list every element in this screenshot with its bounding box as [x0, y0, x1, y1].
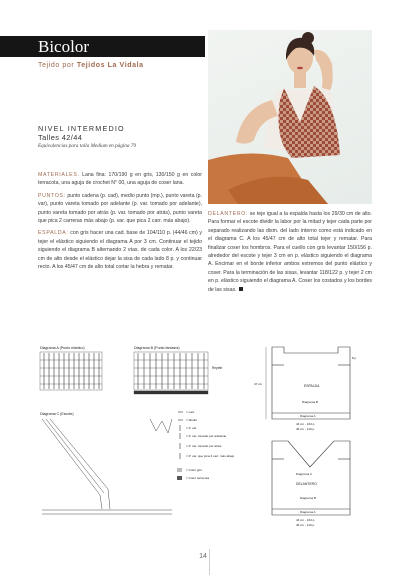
legend [186, 410, 234, 480]
page-number: 14 [199, 553, 207, 560]
photo-illustration [208, 30, 372, 204]
diagrams-svg [38, 343, 372, 533]
materials-paragraph [38, 171, 202, 188]
schematic-back-armhole: 8 p. [352, 356, 358, 360]
diagram-a-title: Diagrama A (Punto elástico) [40, 346, 85, 350]
sizes: Talles 42/44 [38, 133, 83, 142]
front-heading: DELANTERO: [208, 211, 249, 217]
schematic-front [272, 441, 350, 515]
legend-item: = Color terracota [186, 476, 210, 480]
legend-symbols [177, 412, 183, 480]
diagram-a [40, 352, 102, 390]
equivalences-note: Equivalencias para talla Medium en página 79 [38, 143, 136, 149]
legend-item: = P. var. tomado por adelante [186, 434, 227, 438]
page-title: Bicolor [38, 37, 89, 56]
legend-item: = Medio [186, 418, 198, 422]
schematic-front-width: 46 cm - 110 p. [296, 523, 315, 527]
difficulty-level: NIVEL INTERMEDIO [38, 124, 125, 133]
byline-prefix: Tejido por [38, 62, 75, 69]
materials-heading: MATERIALES. [38, 172, 80, 178]
schematic-front-label: DELANTERO [296, 482, 317, 486]
byline [38, 62, 144, 69]
instructions-column-right [208, 210, 372, 294]
schematic-front-part-b: Diagrama B [300, 496, 316, 500]
diagram-b [134, 352, 208, 394]
diagram-b-title: Diagrama B (Punto fantasía) [134, 346, 180, 350]
schematic-back-label: ESPALDA [304, 384, 320, 388]
model-photo [208, 30, 372, 204]
legend-item: = P. var. tomado por atrás [186, 444, 222, 448]
stitches-body: punto cadena (p. cad), medio punto (mp.), punto vareta (p. var), punto vareta tomado por adelante (p. var. tomado por adelante), punto vareta tomado por atrás (p. var. tomado por atrás), punto vareta que pica 2 carreras más abajo (p. var. que pica 2 carr. más abajo). [38, 192, 202, 225]
repeat-label: Repetir [212, 366, 223, 370]
schematic-back-part-a: Diagrama A [300, 414, 316, 418]
stitches-heading: PUNTOS: [38, 192, 66, 199]
schematic-back-height: 47 cm [254, 382, 263, 386]
legend-item: = P. var. que pica 2 carr. más abajo [186, 454, 235, 458]
back-body: con gris hacer una cad. base de 104/110 p. (44/46 cm) y tejer el elástico siguiendo el diagrama A por 3 cm. Continuar el tejido siguiendo el diagrama B alternando 2 vtas. de cada color. A los 22/23 cm de alto desde el elástico dejar la sisa de cada lado 8 p. y continuar recto. A los 45/47 cm de alto total cortar la hebra y rematar. [38, 230, 202, 271]
end-square-icon [239, 287, 243, 291]
front-paragraph [208, 210, 372, 294]
diagram-c-title: Diagrama C (Escote) [40, 412, 74, 416]
schematic-back-part: Diagrama B [302, 400, 318, 404]
legend-item: = cad. [186, 410, 195, 414]
schematic-front-width: 44 cm - 104 p. [296, 518, 316, 522]
back-heading: ESPALDA: [38, 230, 69, 237]
schematic-front-part-c: Diagrama C [296, 472, 313, 476]
schematic-back [266, 347, 350, 419]
schematic-front-part-a: Diagrama A [300, 510, 316, 514]
front-body: se teje igual a la espalda hasta los 29/30 cm de alto. Para formar el escote dividir la labor por la mitad y tejer cada parte por separado realizando las dism. del lado interno como está indicado en el diagrama C. A los 45/47 cm de alto total tejer y rematar. Para finalizar coser los hombros. Para el cuello con gris levantar 150/156 p. alrededor del escote y tejer 3 cm en p. elástico siguiendo el diagrama A. Encimar en el borde inferior ambos extremos del punto elástico y coser. Para la terminación de las sisas, levantar 118/122 p. y tejer 2 cm en p. elástico siguiendo el diagrama A. Coser los costados y los bordes de las sisas. [208, 211, 372, 293]
schematic-back-width: 46 cm - 110 p. [296, 427, 315, 431]
materials-body: Lana fina: 170/190 g en gris, 130/150 g en color terracota, una aguja de crochet N° 00, una aguja de coser lana. [38, 172, 202, 187]
instructions-column-left [38, 171, 202, 271]
diagrams-area [38, 343, 372, 533]
back-paragraph [38, 229, 202, 271]
schematic-back-width: 44 cm - 104 p. [296, 422, 316, 426]
diagram-c [42, 419, 172, 514]
stitches-paragraph [38, 192, 202, 226]
byline-brand: Tejidos La Vidala [76, 62, 144, 69]
legend-item: = P. var. [186, 426, 198, 430]
legend-item: = Color gris [186, 468, 202, 472]
